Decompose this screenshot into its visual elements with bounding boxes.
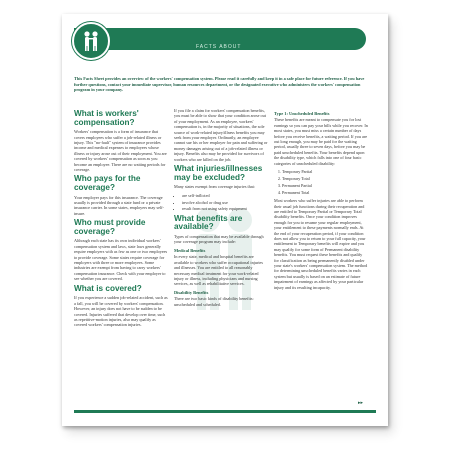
paragraph-who-pays: Your employer pays for this insurance. The coverage usually is provided through a state fund or a private insurance carrier. In some states, employers may self-insure. — [74, 194, 164, 216]
subheading-disability: Disability Benefits — [174, 289, 209, 295]
document-title: Workers' Compensation — [168, 50, 275, 61]
paragraph-type1: These benefits are meant to compensate you for lost earnings so you can pay your bills while you recover. In most states, you must miss a certain number of days before you receive benefits, a waiting period. If you are out long enough, you may be paid for the waiting period, usually three to seven days, before you may be paid unscheduled benefits. Your benefits depend upon the disability type, which falls into one of four basic categories of unscheduled disability: — [274, 117, 368, 166]
list-item: 1. Temporary Partial — [282, 169, 368, 174]
column-3 — [274, 108, 368, 293]
facts-about-label: FACTS ABOUT — [196, 44, 242, 50]
list-item: • involve alcohol or drug use — [182, 200, 268, 205]
paragraph-excluded: Many states exempt from coverage injuries that: — [174, 184, 255, 190]
paragraph-disability: There are two basic kinds of disability benefits: unscheduled and scheduled. — [174, 296, 254, 307]
heading-what-covered: What is covered? — [74, 283, 142, 293]
heading-excluded: What injuries/illnesses may be excluded? — [174, 164, 263, 182]
disability-type-list — [274, 169, 368, 195]
fact-sheet-page — [62, 14, 388, 426]
column-1 — [74, 108, 168, 331]
heading-what-is: What is workers' compensation? — [74, 109, 139, 127]
list-item: 2. Temporary Total — [282, 176, 368, 181]
heading-who-provides: Who must provide coverage? — [74, 218, 146, 236]
list-item: 4. Permanent Total — [282, 190, 368, 195]
continue-arrows-icon: ▸▸ — [358, 400, 364, 406]
paragraph-partial: Most workers who suffer injuries are able to perform their usual job functions during their recuperation and are entitled to Temporary Partial or Temporary Total disability benefits. Once your condition improves enough for you to resume your regular employment, your entitlement to these payments normally ends. At the end of your recuperation period, if your condition does not allow you to return to your full capacity, your entitlement to Temporary benefits will expire and you may qualify for some form of Permanent disability benefits. You must request these benefits and qualify for classification as being permanently disabled under your state's workers' compensation system. The method for determining unscheduled benefits varies in each system but usually is based on an estimate of future impairment of earnings as affected by your particular injury and its resulting incapacity. — [274, 198, 368, 290]
list-item: • are self-inflicted — [182, 193, 268, 198]
footer-rule — [74, 410, 376, 413]
paragraph-claim: If you file a claim for workers' compensation benefits, you must be able to show that your condition arose out of your employment. As an employee, workers' compensation is, in the majority of situations, the sole source of work-related injury/illness benefits you may seek from your employer. Ordinarily, an employee cannot sue his or her employer for pain and suffering or money damages arising out of a job-related illness or injury. Benefits also may be provided for survivors of workers who are killed on the job. — [174, 108, 268, 162]
paragraph-what-is: Workers' compensation is a form of insurance that covers employees who suffer a job-related illness or injury. This "no-fault" system of insurance provides income and medical expenses to employees whose illness or injury arose out of their employment. You are covered by workers' compensation as soon as you become an employee. There are no waiting periods for coverage. — [74, 129, 167, 173]
heading-who-pays: Who pays for the coverage? — [74, 174, 141, 193]
heading-benefits: What benefits are available? — [174, 213, 243, 232]
list-item: • result from not using safety equipment — [182, 206, 268, 211]
title-banner — [74, 28, 366, 61]
column-2 — [174, 108, 268, 310]
intro-paragraph: This Facts Sheet provides an overview of the workers' compensation system. Please read it carefully and keep it in a safe place for future reference. If you have further questions, contact your immediate supervisor, human resources department, or the designated executive who administers the workers' compensation program in your company. — [74, 76, 365, 93]
subheading-medical: Medical Benefits — [174, 247, 206, 253]
paragraph-who-provides: Although each state has its own individual workers' compensation system and laws, state laws generally require employers with as few as one or two employees to provide coverage. Some states require coverage for employers with three or more employees. Some industries are exempt from having to carry workers' compensation insurance. Check with your employer to see whether you are covered. — [74, 238, 168, 282]
paragraph-medical: In every state, medical and hospital benefits are available to workers who suffer occupational injuries and illnesses. You are entitled to all reasonably necessary medical treatment for your work-related injury or illness, including physicians and nursing services, as well as rehabilitative services. — [174, 254, 263, 287]
subheading-type1: Type 1: Unscheduled Benefits — [274, 111, 330, 116]
paragraph-benefits: Types of compensation that may be available through your coverage program may include: — [174, 234, 264, 245]
paragraph-what-covered: If you experience a sudden job-related accident, such as a fall, you will be covered by workers' compensation. However, an injury does not have to be sudden to be covered. Injuries suffered that develop over time, such as repetitive-motion injuries, also may qualify as covered workers' compensation injuries. — [74, 295, 168, 328]
workers-logo-icon — [72, 22, 110, 60]
list-item: 3. Permanent Partial — [282, 183, 368, 188]
excluded-list — [174, 193, 268, 212]
